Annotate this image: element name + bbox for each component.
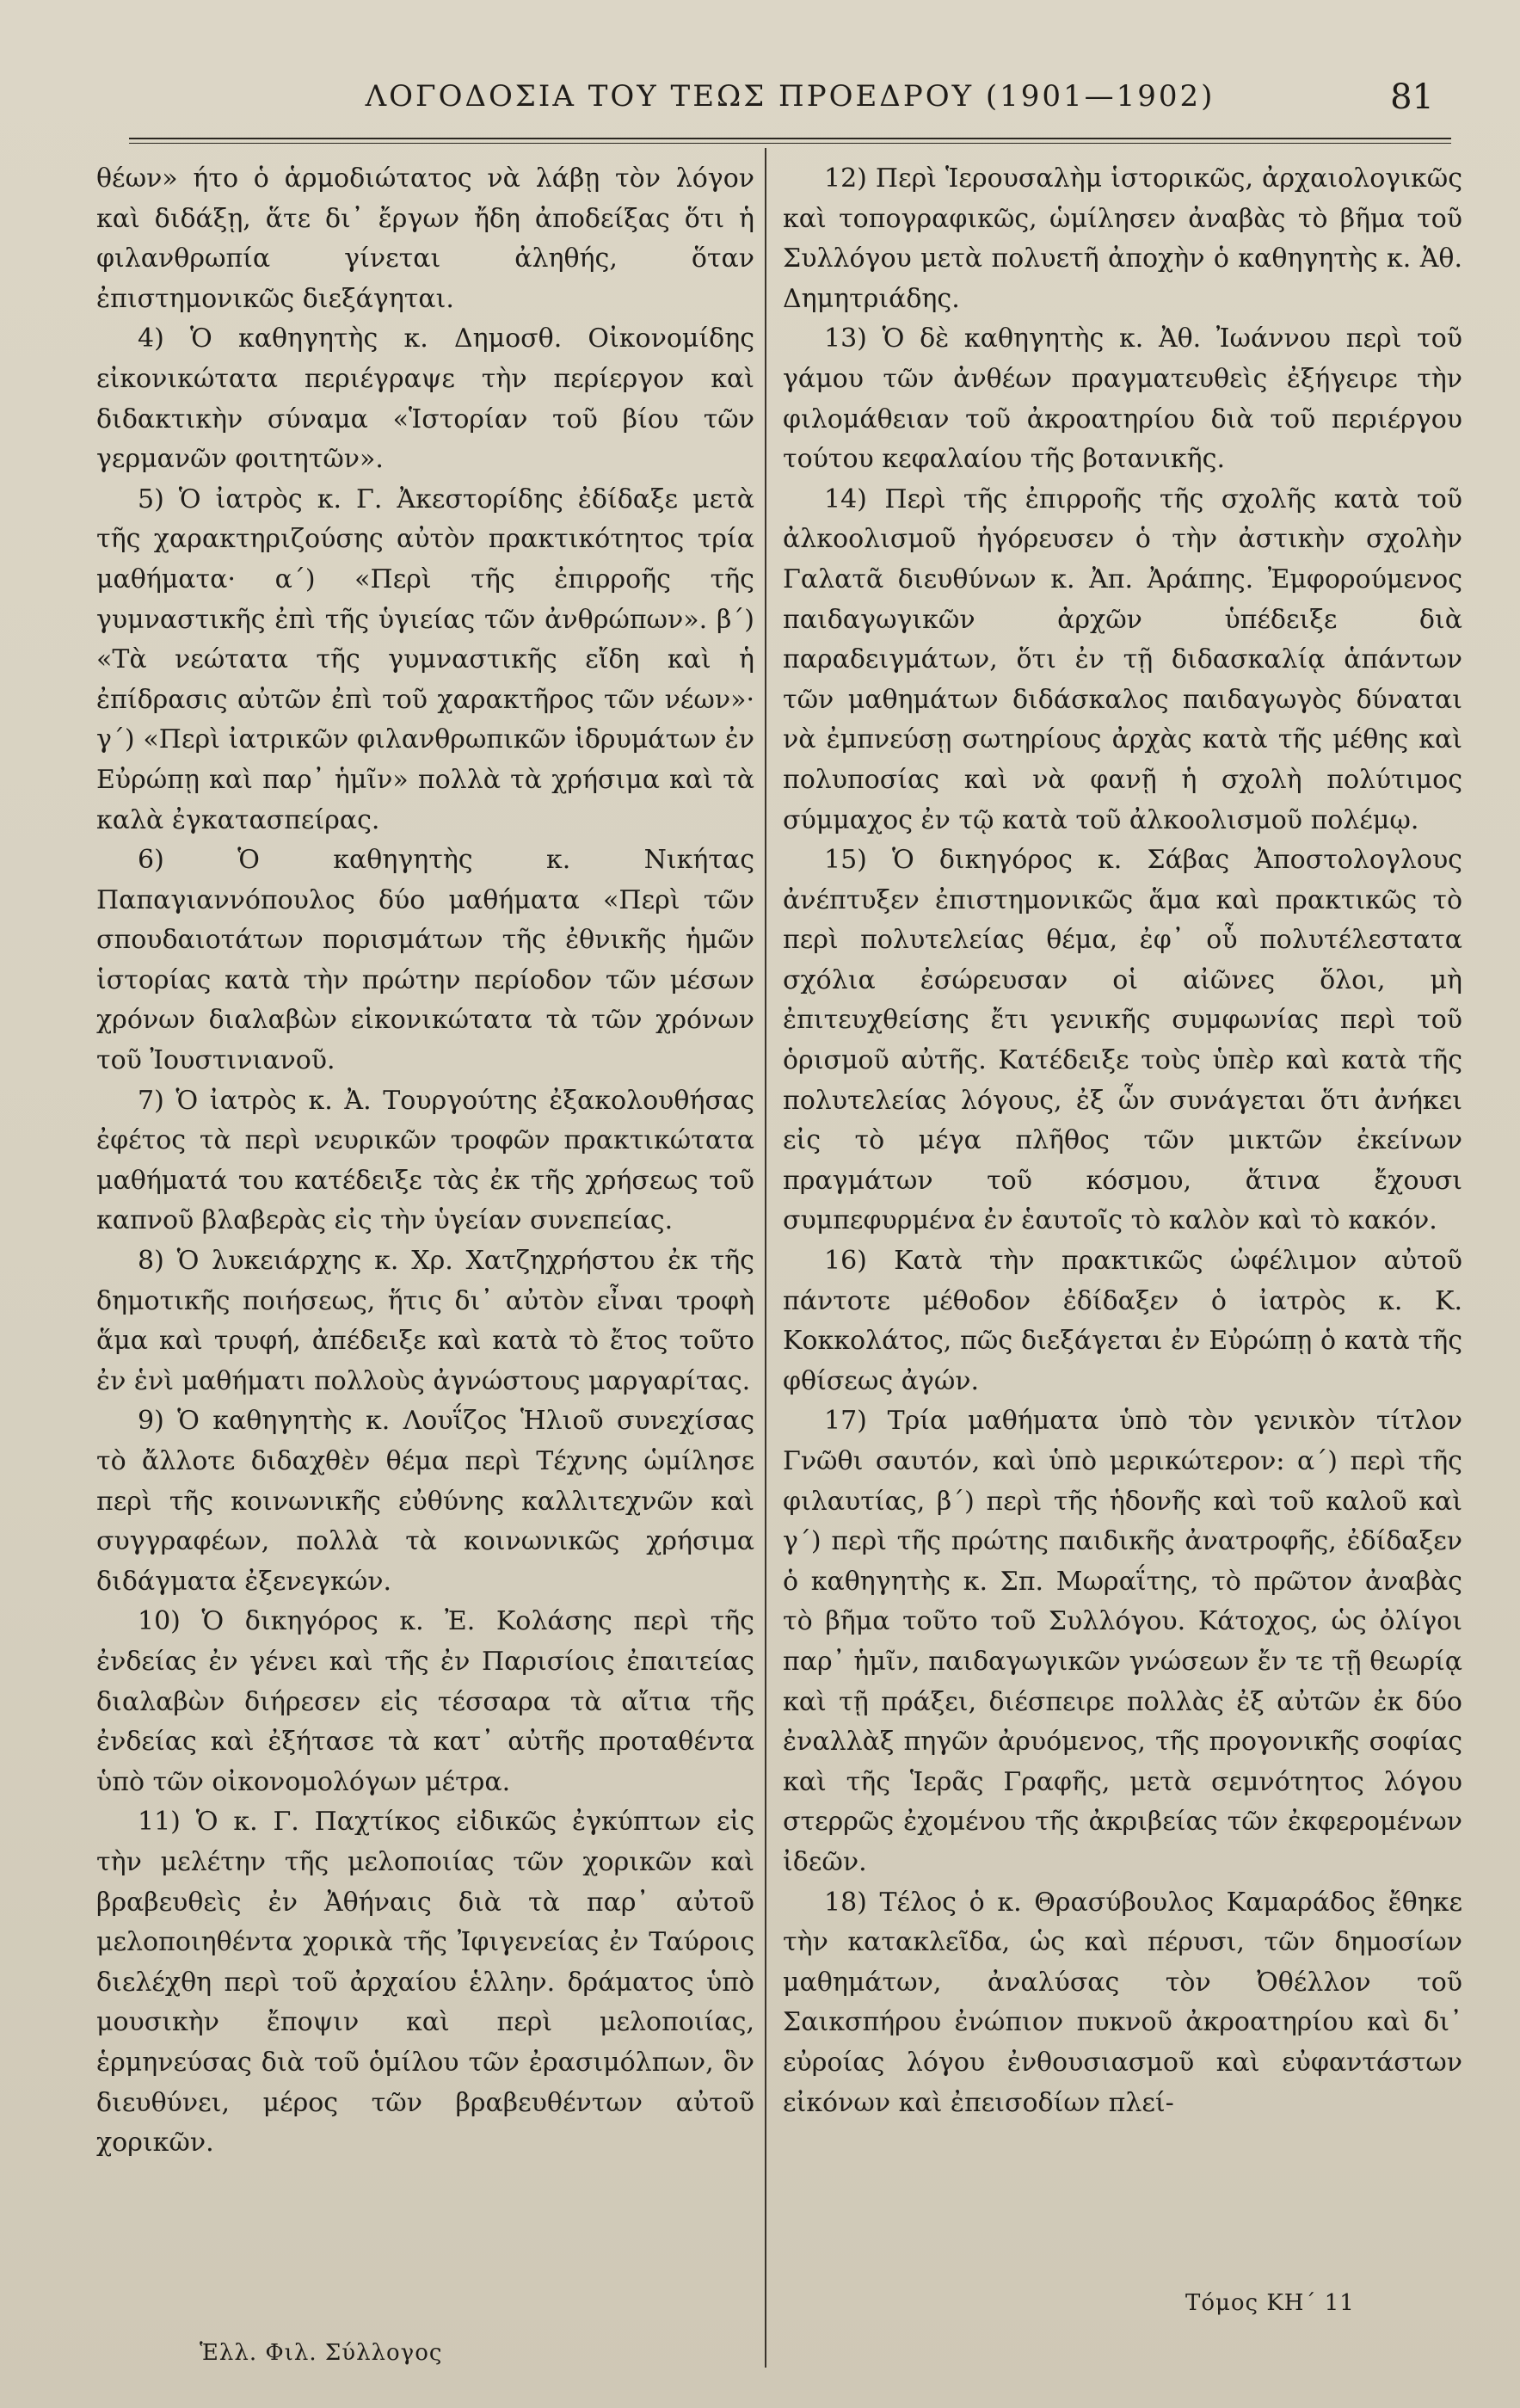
paragraph: 16) Κατὰ τὴν πρακτικῶς ὠφέλιμον αὐτοῦ πάντοτε μέθοδον ἐδίδαξεν ὁ ἰατρὸς κ. Κ. Κοκκολάτος, πῶς διεξάγεται ἐν Εὐρώπῃ ὁ κατὰ τῆς φθίσεως ἀγών.: [783, 1246, 1462, 1396]
footer-signature: Ἑλλ. Φιλ. Σύλλογος: [200, 2340, 443, 2366]
right-column: [783, 159, 1462, 2123]
paragraph: 13) Ὁ δὲ καθηγητὴς κ. Ἀθ. Ἰωάννου περὶ τοῦ γάμου τῶν ἀνθέων πραγματευθεὶς ἐξήγειρε τὴν φιλομάθειαν τοῦ ἀκροατηρίου διὰ τοῦ περιέργου τούτου κεφαλαίου τῆς βοτανικῆς.: [783, 323, 1462, 475]
running-header: [129, 79, 1451, 131]
paragraph: 12) Περὶ Ἱερουσαλὴμ ἱστορικῶς, ἀρχαιολογικῶς καὶ τοπογραφικῶς, ὡμίλησεν ἀναβὰς τὸ βῆμα τοῦ Συλλόγου μετὰ πολυετῆ ἀποχὴν ὁ καθηγητὴς κ. Ἀθ. Δημητριάδης.: [783, 163, 1462, 314]
paragraph: 7) Ὁ ἰατρὸς κ. Ἀ. Τουργούτης ἐξακολουθήσας ἐφέτος τὰ περὶ νευρικῶν τροφῶν πρακτικώτατα μαθήματά του κατέδειξε τὰς ἐκ τῆς χρήσεως τοῦ καπνοῦ βλαβερὰς εἰς τὴν ὑγείαν συνεπείας.: [96, 1085, 754, 1236]
paragraph: 17) Τρία μαθήματα ὑπὸ τὸν γενικὸν τίτλον Γνῶθι σαυτόν, καὶ ὑπὸ μερικώτερον: α΄) περὶ τῆς φιλαυτίας, β΄) περὶ τῆς ἡδονῆς καὶ τοῦ καλοῦ καὶ γ΄) περὶ τῆς πρώτης παιδικῆς ἀνατροφῆς, ἐδίδαξεν ὁ καθηγητὴς κ. Σπ. Μωραΐτης, τὸ πρῶτον ἀναβὰς τὸ βῆμα τοῦτο τοῦ Συλλόγου. Κάτοχος, ὡς ὀλίγοι παρ᾽ ἡμῖν, παιδαγωγικῶν γνώσεων ἔν τε τῇ θεωρίᾳ καὶ τῇ πράξει, διέσπειρε πολλὰς ἐξ αὐτῶν ἐκ δύο ἐναλλὰξ πηγῶν ἀρυόμενος, τῆς προγονικῆς σοφίας καὶ τῆς Ἱερᾶς Γραφῆς, μετὰ σεμνότητος λόγου στερρῶς ἐχομένου τῆς ἀκριβείας τῶν ἐκφερομένων ἰδεῶν.: [783, 1406, 1462, 1877]
header-rule: [129, 138, 1451, 144]
column-divider: [765, 148, 766, 2368]
paragraph: 14) Περὶ τῆς ἐπιρροῆς τῆς σχολῆς κατὰ τοῦ ἀλκοολισμοῦ ἠγόρευσεν ὁ τὴν ἀστικὴν σχολὴν Γαλατᾶ διευθύνων κ. Ἀπ. Ἀράπης. Ἐμφορούμενος παιδαγωγικῶν ἀρχῶν ὑπέδειξε διὰ παραδειγμάτων, ὅτι ἐν τῇ διδασκαλίᾳ ἁπάντων τῶν μαθημάτων διδάσκαλος παιδαγωγὸς δύναται νὰ ἐμπνεύσῃ σωτηρίους ἀρχὰς κατὰ τῆς μέθης καὶ πολυποσίας καὶ νὰ φανῇ ἡ σχολὴ πολύτιμος σύμμαχος ἐν τῷ κατὰ τοῦ ἀλκοολισμοῦ πολέμῳ.: [783, 483, 1462, 835]
paragraph: 6) Ὁ καθηγητὴς κ. Νικήτας Παπαγιαννόπουλος δύο μαθήματα «Περὶ τῶν σπουδαιοτάτων πορισμάτων τῆς ἐθνικῆς ἡμῶν ἱστορίας κατὰ τὴν πρώτην περίοδον τῶν μέσων χρόνων διαλαβὼν εἰκονικώτατα τὰ τῶν χρόνων τοῦ Ἰουστινιανοῦ.: [96, 845, 754, 1076]
paragraph: θέων» ήτο ὁ ἁρμοδιώτατος νὰ λάβῃ τὸν λόγον καὶ διδάξῃ, ἅτε δι᾽ ἔργων ἤδη ἀποδείξας ὅτι ἡ φιλανθρωπία γίνεται ἀληθής, ὅταν ἐπιστημονικῶς διεξάγηται.: [96, 163, 754, 314]
footer-volume: Τόμος ΚΗ΄ 11: [1185, 2290, 1355, 2316]
paragraph: 9) Ὁ καθηγητὴς κ. Λουΐζος Ἡλιοῦ συνεχίσας τὸ ἄλλοτε διδαχθὲν θέμα περὶ Τέχνης ὡμίλησε περὶ τῆς κοινωνικῆς εὐθύνης καλλιτεχνῶν καὶ συγγραφέων, πολλὰ τὰ κοινωνικῶς χρήσιμα διδάγματα ἐξενεγκών.: [96, 1406, 754, 1597]
paragraph: 8) Ὁ λυκειάρχης κ. Χρ. Χατζηχρήστου ἐκ τῆς δημοτικῆς ποιήσεως, ἥτις δι᾽ αὐτὸν εἶναι τροφὴ ἅμα καὶ τρυφή, ἀπέδειξε καὶ κατὰ τὸ ἔτος τοῦτο ἐν ἑνὶ μαθήματι πολλοὺς ἀγνώστους μαργαρίτας.: [96, 1246, 754, 1396]
header-title: ΛΟΓΟΔΟΣΙΑ ΤΟΥ ΤΕΩΣ ΠΡΟΕΔΡΟΥ (1901—1902): [365, 79, 1215, 114]
paragraph: 15) Ὁ δικηγόρος κ. Σάβας Ἀποστολογλους ἀνέπτυξεν ἐπιστημονικῶς ἅμα καὶ πρακτικῶς τὸ περὶ πολυτελείας θέμα, ἐφ᾽ οὗ πολυτέλεστατα σχόλια ἐσώρευσαν οἱ αἰῶνες ὅλοι, μὴ ἐπιτευχθείσης ἔτι γενικῆς συμφωνίας περὶ τοῦ ὁρισμοῦ αὐτῆς. Κατέδειξε τοὺς ὑπὲρ καὶ κατὰ τῆς πολυτελείας λόγους, ἐξ ὧν συνάγεται ὅτι ἀνήκει εἰς τὸ μέγα πλῆθος τῶν μικτῶν ἐκείνων πραγμάτων τοῦ κόσμου, ἅτινα ἔχουσι συμπεφυρμένα ἐν ἑαυτοῖς τὸ καλὸν καὶ τὸ κακόν.: [783, 845, 1462, 1236]
paragraph: 18) Τέλος ὁ κ. Θρασύβουλος Καμαράδος ἔθηκε τὴν κατακλεῖδα, ὡς καὶ πέρυσι, τῶν δημοσίων μαθημάτων, ἀναλύσας τὸν Ὀθέλλον τοῦ Σαικσπήρου ἐνώπιον πυκνοῦ ἀκροατηρίου καὶ δι᾽ εὐροίας λόγου ἐνθουσιασμοῦ καὶ εὐφαντάστων εἰκόνων καὶ ἐπεισοδίων πλεί-: [783, 1887, 1462, 2118]
paragraph: 4) Ὁ καθηγητὴς κ. Δημοσθ. Οἰκονομίδης εἰκονικώτατα περιέγραψε τὴν περίεργον καὶ διδακτικὴν σύναμα «Ἱστορίαν τοῦ βίου τῶν γερμανῶν φοιτητῶν».: [96, 323, 754, 475]
left-column: [96, 159, 754, 2164]
page-number: 81: [1390, 77, 1434, 117]
paragraph: 5) Ὁ ἰατρὸς κ. Γ. Ἀκεστορίδης ἐδίδαξε μετὰ τῆς χαρακτηριζούσης αὐτὸν πρακτικότητος τρία μαθήματα· α΄) «Περὶ τῆς ἐπιρροῆς τῆς γυμναστικῆς ἐπὶ τῆς ὑγιείας τῶν ἀνθρώπων». β΄) «Τὰ νεώτατα τῆς γυμναστικῆς εἴδη καὶ ἡ ἐπίδρασις αὐτῶν ἐπὶ τοῦ χαρακτῆρος τῶν νέων»· γ΄) «Περὶ ἰατρικῶν φιλανθρωπικῶν ἱδρυμάτων ἐν Εὐρώπῃ καὶ παρ᾽ ἡμῖν» πολλὰ τὰ χρήσιμα καὶ τὰ καλὰ ἐγκατασπείρας.: [96, 483, 754, 835]
paragraph: 11) Ὁ κ. Γ. Παχτίκος εἰδικῶς ἐγκύπτων εἰς τὴν μελέτην τῆς μελοποιίας τῶν χορικῶν καὶ βραβευθεὶς ἐν Ἀθήναις διὰ τὰ παρ᾽ αὐτοῦ μελοποιηθέντα χορικὰ τῆς Ἰφιγενείας ἐν Ταύροις διελέχθη περὶ τοῦ ἀρχαίου ἑλλην. δράματος ὑπὸ μουσικὴν ἔποψιν καὶ περὶ μελοποιίας, ἑρμηνεύσας διὰ τοῦ ὁμίλου τῶν ἐρασιμόλπων, ὃν διευθύνει, μέρος τῶν βραβευθέντων αὐτοῦ χορικῶν.: [96, 1807, 754, 2159]
paragraph: 10) Ὁ δικηγόρος κ. Ἐ. Κολάσης περὶ τῆς ἐνδείας ἐν γένει καὶ τῆς ἐν Παρισίοις ἐπαιτείας διαλαβὼν διήρεσεν εἰς τέσσαρα τὰ αἴτια τῆς ἐνδείας καὶ ἐξήτασε τὰ κατ᾽ αὐτῆς προταθέντα ὑπὸ τῶν οἰκονομολόγων μέτρα.: [96, 1606, 754, 1797]
